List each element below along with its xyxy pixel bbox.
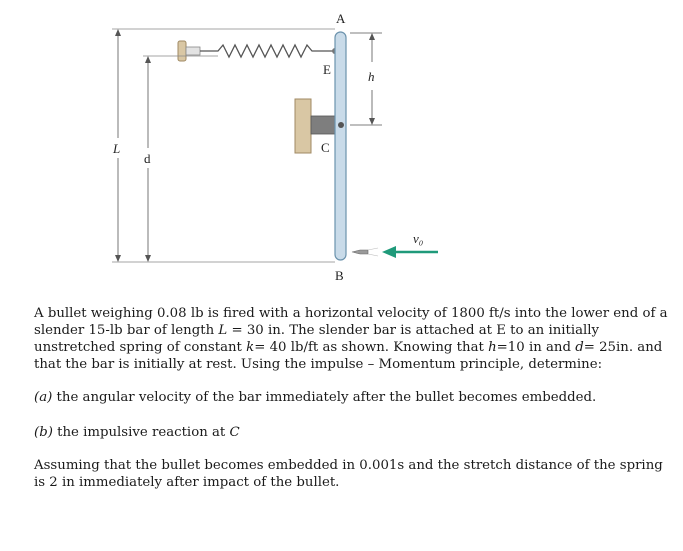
symbol-l: L: [218, 323, 228, 338]
intro-text-2: = 30 in. The slender bar is attached at E to an initially unstretched spring of constant: [34, 323, 600, 355]
symbol-k: k: [246, 340, 255, 355]
assumption-body: Assuming that the bullet becomes embedded in 0.001s and the stretch distance of the spring is 2 in immediately after impact of the bullet.: [34, 458, 663, 490]
label-a: A: [336, 11, 346, 26]
symbol-d: d: [575, 340, 584, 355]
part-a-label: (a): [34, 390, 53, 405]
intro-text-1: A bullet weighing 0.08 lb is fired with a horizontal velocity of 1800 ft/s into the lower end of a slender 15-lb bar of length: [34, 306, 668, 338]
spring: [200, 45, 334, 57]
label-h: h: [368, 69, 375, 84]
label-e: E: [323, 62, 331, 77]
assumption-text: [34, 457, 674, 491]
bullet: [352, 248, 378, 256]
part-b: [34, 424, 674, 441]
velocity-arrow-v0: [382, 246, 438, 258]
dimension-h: [350, 33, 382, 125]
symbol-h: h: [488, 340, 497, 355]
intro-text-4: =10 in and: [496, 340, 576, 355]
label-b: B: [335, 268, 344, 283]
pivot-pin-c: [338, 122, 344, 128]
label-l: L: [113, 141, 121, 156]
symbol-c: C: [229, 425, 240, 440]
label-c: C: [321, 140, 330, 155]
part-a: [34, 389, 674, 406]
intro-text-3: = 40 lb/ft as shown. Knowing that: [254, 340, 489, 355]
part-b-label: (b): [34, 425, 53, 440]
dimension-d: [143, 56, 218, 262]
problem-statement: [34, 305, 674, 491]
part-b-text: the impulsive reaction at: [52, 425, 230, 440]
slender-bar: [335, 32, 346, 260]
part-a-text: the angular velocity of the bar immediately after the bullet becomes embedded.: [52, 390, 597, 405]
spring-wall-mount: [178, 41, 200, 61]
label-v0: v₀: [413, 231, 424, 246]
intro-text-5: = 25in. and that the bar is initially at rest. Using the impulse – Momentum principle, determine:: [34, 340, 663, 372]
problem-intro: [34, 305, 674, 373]
label-d: d: [144, 151, 151, 166]
